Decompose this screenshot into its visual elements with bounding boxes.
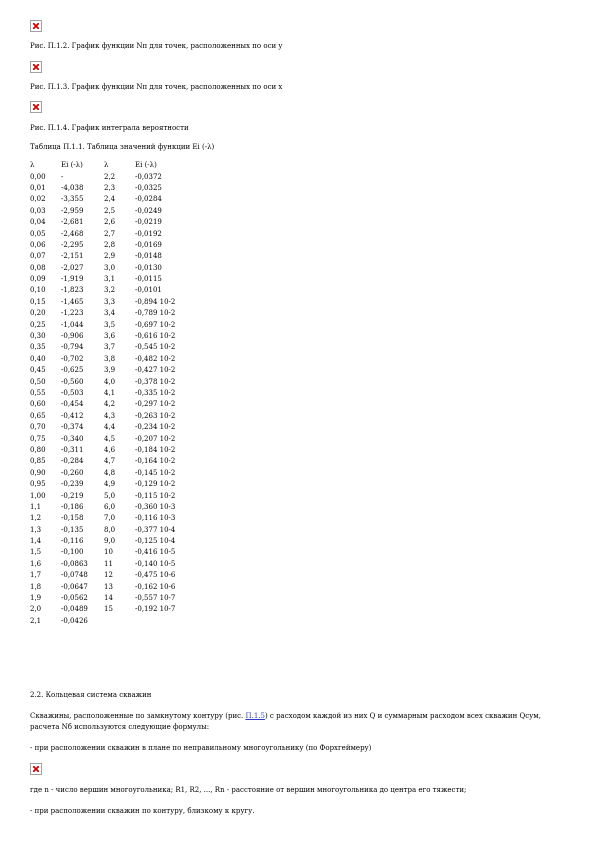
table-cell (104, 616, 135, 627)
table-cell: -0,311 (61, 445, 84, 454)
section-heading: 2.2. Кольцевая система скважин (30, 691, 152, 699)
table-row (30, 388, 215, 399)
table-cell: -4,038 (61, 183, 84, 192)
table-cell: 11 (104, 559, 113, 568)
table-cell: -0,702 (61, 354, 84, 363)
table-cell: -0,0101 (135, 286, 162, 295)
table-cell: 13 (104, 582, 113, 591)
table-cell: -0,557 10-7 (135, 594, 176, 603)
table-cell: -1,823 (61, 286, 84, 295)
table-row (30, 616, 215, 627)
table-cell: -2,295 (61, 240, 84, 249)
table-cell: 0,04 (30, 218, 46, 227)
table-cell: 4,9 (104, 480, 116, 489)
table-cell: 2,5 (104, 206, 116, 215)
table-cell: -0,0130 (135, 263, 162, 272)
table-cell: -0,697 10-2 (135, 320, 176, 329)
table-cell: -0,340 (61, 434, 84, 443)
table-cell: 4,3 (104, 411, 116, 420)
figure-caption: Рис. П.1.2. График функции Nп для точек, расположенных по оси y (30, 42, 283, 50)
table-cell: 4,6 (104, 445, 116, 454)
paragraph-text: ) с расходом каждой из них Q и суммарным расходом всех скважин Qсум, (264, 712, 541, 720)
table-cell: -2,151 (61, 252, 84, 261)
table-cell: 0,65 (30, 411, 46, 420)
table-cell: 3,8 (104, 354, 116, 363)
table-cell: -0,0192 (135, 229, 162, 238)
table-cell: -3,355 (61, 195, 84, 204)
table-cell: 3,2 (104, 286, 116, 295)
table-cell: 3,6 (104, 332, 116, 341)
table-row (30, 399, 215, 410)
table-cell: -0,207 10-2 (135, 434, 176, 443)
table-row (30, 433, 215, 444)
table-cell: -0,164 10-2 (135, 457, 176, 466)
table-row (30, 502, 215, 513)
table-cell: -0,475 10-6 (135, 571, 176, 580)
column-header: λ (104, 161, 109, 170)
table-cell: 0,90 (30, 468, 46, 477)
values-table (30, 160, 215, 627)
table-cell: -0,260 (61, 468, 84, 477)
table-row (30, 171, 215, 182)
table-cell: -1,919 (61, 275, 84, 284)
table-cell: 1,00 (30, 491, 46, 500)
table-cell: 2,0 (30, 605, 42, 614)
table-cell: -0,0748 (61, 571, 88, 580)
table-cell: -0,0284 (135, 195, 162, 204)
table-row (30, 604, 215, 615)
table-cell: -0,135 (61, 525, 84, 534)
table-cell: -0,192 10-7 (135, 605, 176, 614)
table-cell: -0,360 10-3 (135, 502, 176, 511)
table-cell: 7,0 (104, 514, 116, 523)
table-cell: -0,616 10-2 (135, 332, 176, 341)
table-row (30, 559, 215, 570)
table-cell: 4,8 (104, 468, 116, 477)
table-cell: 0,70 (30, 423, 46, 432)
table-cell: 0,75 (30, 434, 46, 443)
bullet-text: - при расположении скважин по контуру, близкому к кругу. (30, 807, 255, 815)
table-cell: -0,378 10-2 (135, 377, 176, 386)
table-cell: -2,468 (61, 229, 84, 238)
table-cell: -0,789 10-2 (135, 309, 176, 318)
table-cell: 1,9 (30, 594, 42, 603)
table-cell: 9,0 (104, 537, 116, 546)
table-cell: 3,7 (104, 343, 116, 352)
table-cell: -0,560 (61, 377, 84, 386)
table-cell: -0,906 (61, 332, 84, 341)
table-cell: 0,01 (30, 183, 46, 192)
table-cell: -0,0863 (61, 559, 88, 568)
table-row (30, 194, 215, 205)
table-cell: 4,4 (104, 423, 116, 432)
table-cell: -2,681 (61, 218, 84, 227)
table-cell: -0,158 (61, 514, 84, 523)
table-row (30, 342, 215, 353)
table-row (30, 285, 215, 296)
table-row (30, 274, 215, 285)
table-cell (135, 616, 215, 627)
table-cell: 2,6 (104, 218, 116, 227)
table-cell: -0,219 (61, 491, 84, 500)
table-cell: -1,465 (61, 297, 84, 306)
table-cell: -0,100 (61, 548, 84, 557)
table-cell: 2,9 (104, 252, 116, 261)
table-cell: 3,1 (104, 275, 116, 284)
table-cell: 5,0 (104, 491, 116, 500)
table-row (30, 240, 215, 251)
table-cell: -0,454 (61, 400, 84, 409)
table-cell: 15 (104, 605, 113, 614)
table-row (30, 570, 215, 581)
table-cell: 0,05 (30, 229, 46, 238)
table-cell: -0,129 10-2 (135, 480, 176, 489)
table-row (30, 593, 215, 604)
table-cell: -0,0426 (61, 616, 88, 625)
table-row (30, 206, 215, 217)
table-cell: 3,3 (104, 297, 116, 306)
table-cell: -1,044 (61, 320, 84, 329)
table-cell: 2,1 (30, 616, 42, 625)
figure-caption: Рис. П.1.3. График функции Nп для точек, расположенных по оси x (30, 83, 283, 91)
table-row (30, 490, 215, 501)
table-row (30, 308, 215, 319)
table-row (30, 411, 215, 422)
table-title: Таблица П.1.1. Таблица значений функции Ei (-λ) (30, 143, 215, 151)
table-cell: 0,25 (30, 320, 46, 329)
table-cell: 4,7 (104, 457, 116, 466)
table-cell: 4,5 (104, 434, 116, 443)
table-cell: 4,1 (104, 389, 116, 397)
table-cell: -0,186 (61, 502, 84, 511)
table-row (30, 319, 215, 330)
table-cell: -0,0647 (61, 582, 88, 591)
table-cell: -0,234 10-2 (135, 423, 176, 432)
table-cell: -0,162 10-6 (135, 582, 176, 591)
table-cell: 0,03 (30, 206, 46, 215)
table-cell: -0,125 10-4 (135, 537, 176, 546)
table-cell: 1,3 (30, 525, 42, 534)
table-cell: -0,412 (61, 411, 84, 420)
table-cell: 0,85 (30, 457, 46, 466)
paragraph-text: Скважины, расположенные по замкнутому контуру (рис. (30, 712, 246, 720)
table-row (30, 228, 215, 239)
table-cell: - (61, 172, 64, 181)
table-cell: 10 (104, 548, 113, 557)
table-header-row (30, 160, 215, 171)
figure-caption: Рис. П.1.4. График интеграла вероятности (30, 124, 189, 132)
table-row (30, 525, 215, 536)
table-cell: 2,4 (104, 195, 116, 204)
table-cell: -0,377 10-4 (135, 525, 176, 534)
column-header: Ei (-λ) (61, 161, 83, 170)
table-row (30, 513, 215, 524)
table-row (30, 468, 215, 479)
table-cell: 0,10 (30, 286, 46, 295)
table-row (30, 297, 215, 308)
table-row (30, 479, 215, 490)
table-cell: -0,284 (61, 457, 84, 466)
table-row (30, 263, 215, 274)
table-row (30, 547, 215, 558)
table-cell: -0,482 10-2 (135, 354, 176, 363)
table-cell: 0,55 (30, 389, 46, 397)
table-cell: 0,07 (30, 252, 46, 261)
table-cell: -0,0249 (135, 206, 162, 215)
table-cell: 0,20 (30, 309, 46, 318)
table-cell: -0,239 (61, 480, 84, 489)
table-body (30, 171, 215, 627)
table-row (30, 422, 215, 433)
broken-image-icon (30, 20, 42, 32)
table-row (30, 331, 215, 342)
table-cell: 4,0 (104, 377, 116, 386)
table-cell: -0,140 10-5 (135, 559, 176, 568)
table-cell: -0,0115 (135, 275, 162, 284)
table-cell: -1,223 (61, 309, 84, 318)
table-cell: -0,374 (61, 423, 84, 432)
table-cell: -0,335 10-2 (135, 389, 176, 397)
column-header: Ei (-λ) (135, 161, 157, 170)
table-cell: 14 (104, 594, 113, 603)
table-cell: -0,184 10-2 (135, 445, 176, 454)
table-cell: -0,0562 (61, 594, 88, 603)
table-cell: 2,7 (104, 229, 116, 238)
table-cell: 0,15 (30, 297, 46, 306)
table-cell: -2,027 (61, 263, 84, 272)
table-cell: 1,2 (30, 514, 42, 523)
table-cell: -0,427 10-2 (135, 366, 176, 375)
table-cell: -0,625 (61, 366, 84, 375)
table-cell: -0,116 (61, 537, 84, 546)
table-cell: 0,40 (30, 354, 46, 363)
table-row (30, 376, 215, 387)
table-cell: 3,0 (104, 263, 116, 272)
table-cell: 3,4 (104, 309, 116, 318)
table-row (30, 354, 215, 365)
table-cell: 0,09 (30, 275, 46, 284)
table-cell: -0,0219 (135, 218, 162, 227)
table-row (30, 536, 215, 547)
paragraph-line (30, 712, 541, 721)
table-cell: -2,959 (61, 206, 84, 215)
table-cell: -0,263 10-2 (135, 411, 176, 420)
table-cell: 0,45 (30, 366, 46, 375)
paragraph-line: где n - число вершин многоугольника; R1, R2, ..., Rn - расстояние от вершин многоугольника до центра его тяжести; (30, 786, 467, 794)
table-cell: 0,08 (30, 263, 46, 272)
table-cell: -0,0148 (135, 252, 162, 261)
table-cell: -0,0372 (135, 172, 162, 181)
table-cell: 2,3 (104, 183, 116, 192)
table-cell: 6,0 (104, 502, 116, 511)
table-cell: 0,30 (30, 332, 46, 341)
table-cell: 12 (104, 571, 113, 580)
table-cell: -0,116 10-3 (135, 514, 176, 523)
table-cell: 0,35 (30, 343, 46, 352)
table-row (30, 445, 215, 456)
column-header: λ (30, 161, 35, 170)
table-cell: 0,60 (30, 400, 46, 409)
table-cell: -0,416 10-5 (135, 548, 176, 557)
table-cell: 3,5 (104, 320, 116, 329)
table-cell: -0,0325 (135, 183, 162, 192)
table-cell: 1,6 (30, 559, 42, 568)
broken-image-icon (30, 763, 42, 775)
table-cell: -0,894 10-2 (135, 297, 176, 306)
table-row (30, 251, 215, 262)
table-row (30, 217, 215, 228)
table-cell: 0,02 (30, 195, 46, 204)
table-row (30, 581, 215, 592)
table-cell: 0,80 (30, 445, 46, 454)
table-cell: -0,0489 (61, 605, 88, 614)
table-cell: 0,50 (30, 377, 46, 386)
table-cell: 0,95 (30, 480, 46, 489)
bullet-text: - при расположении скважин в плане по неправильному многоугольнику (по Форхгеймеру) (30, 744, 372, 752)
broken-image-icon (30, 61, 42, 73)
table-cell: -0,0169 (135, 240, 162, 249)
table-cell: -0,503 (61, 389, 84, 397)
table-cell: 1,1 (30, 502, 42, 511)
table-cell: 2,8 (104, 240, 116, 249)
table-cell: 2,2 (104, 172, 116, 181)
table-row (30, 456, 215, 467)
table-row (30, 365, 215, 376)
table-cell: -0,145 10-2 (135, 468, 176, 477)
table-cell: 1,4 (30, 537, 42, 546)
table-cell: 1,7 (30, 571, 42, 580)
table-cell: 4,2 (104, 400, 116, 409)
table-cell: -0,297 10-2 (135, 400, 176, 409)
table-cell: 8,0 (104, 525, 116, 534)
table-cell: 1,8 (30, 582, 42, 591)
table-cell: 0,06 (30, 240, 46, 249)
table-cell: -0,115 10-2 (135, 491, 176, 500)
paragraph-line: расчета Nб используются следующие формулы: (30, 723, 210, 731)
table-cell: -0,794 (61, 343, 84, 352)
table-cell: 3,9 (104, 366, 116, 375)
broken-image-icon (30, 101, 42, 113)
table-cell: 1,5 (30, 548, 42, 557)
table-cell: -0,545 10-2 (135, 343, 176, 352)
table-cell: 0,00 (30, 172, 46, 181)
figure-link[interactable]: П.1.5 (245, 712, 265, 720)
table-row (30, 183, 215, 194)
